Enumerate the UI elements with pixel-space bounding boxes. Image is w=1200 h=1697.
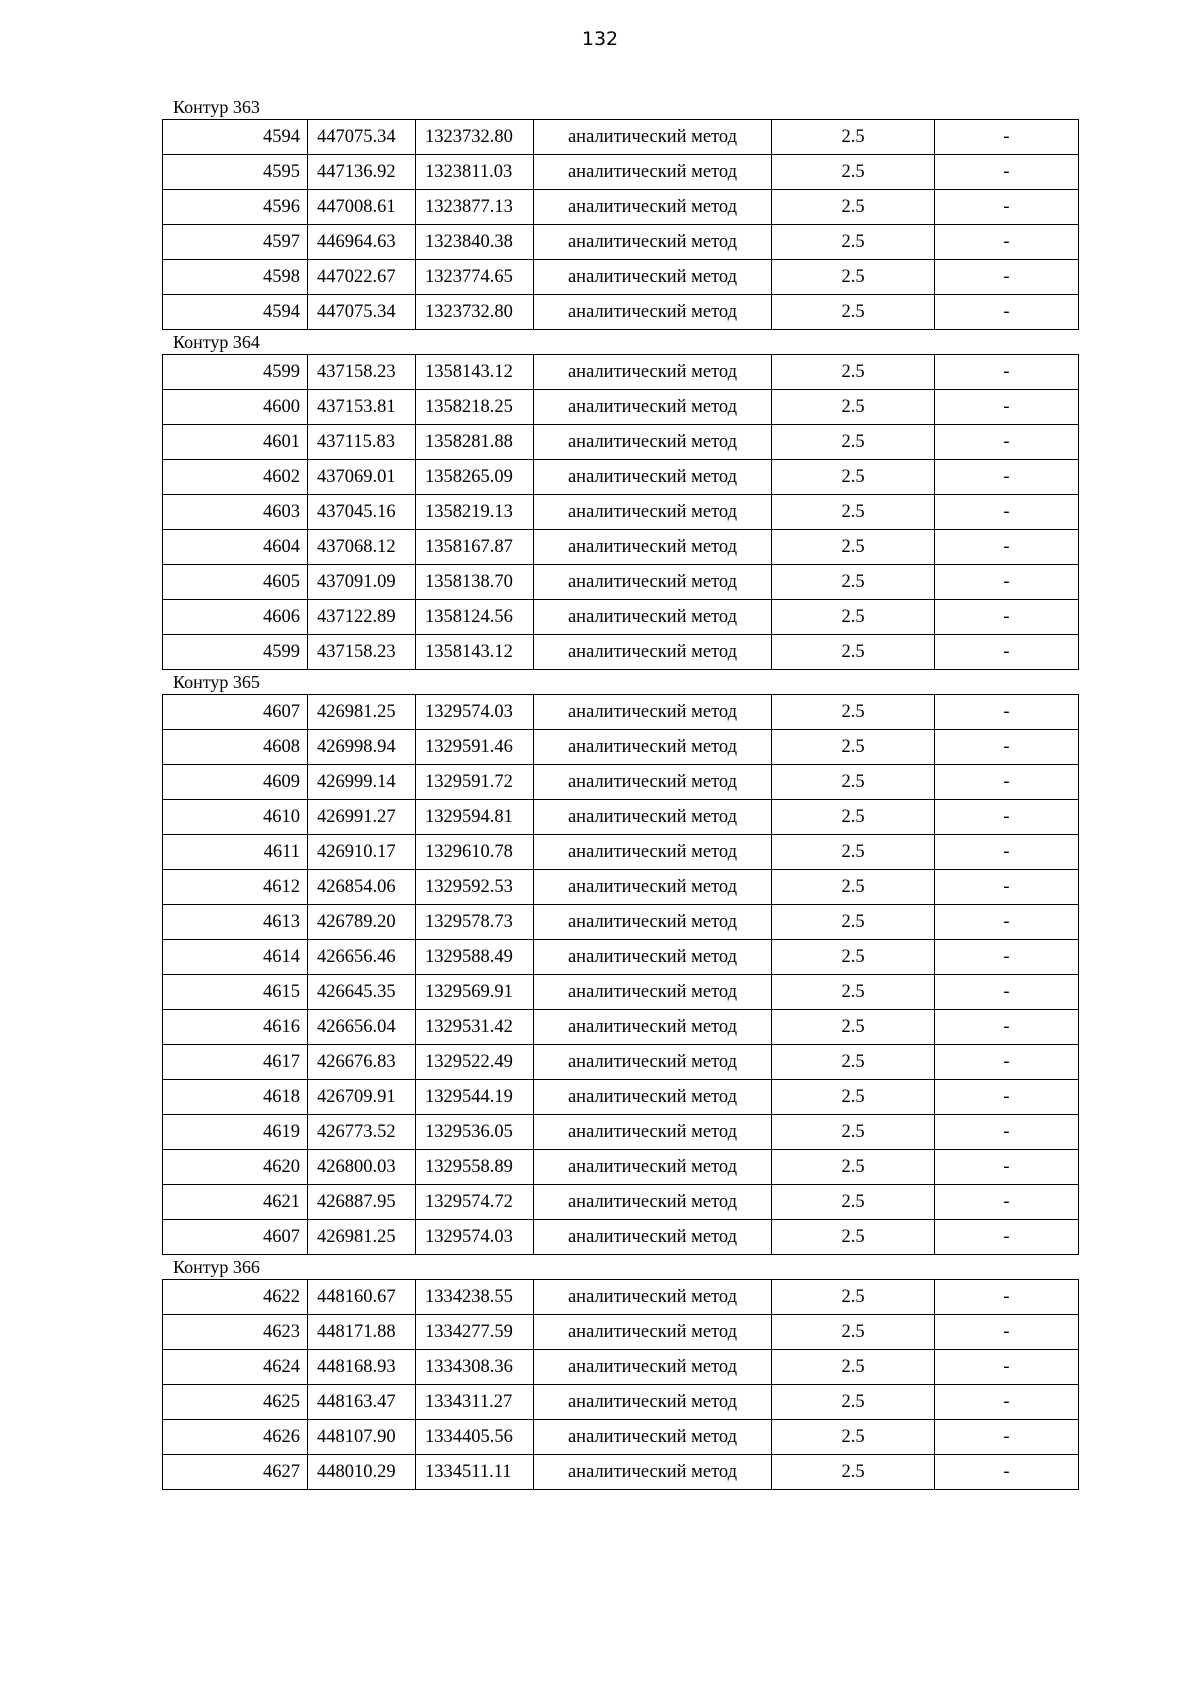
y-coordinate-cell: 1334238.55 xyxy=(416,1280,534,1315)
dash-cell: - xyxy=(935,600,1079,635)
table-row xyxy=(163,1455,1079,1490)
point-number-cell: 4622 xyxy=(163,1280,308,1315)
table-row xyxy=(163,425,1079,460)
point-number-cell: 4608 xyxy=(163,730,308,765)
method-cell: аналитический метод xyxy=(534,1220,772,1255)
dash-cell: - xyxy=(935,940,1079,975)
table-row xyxy=(163,355,1079,390)
dash-cell: - xyxy=(935,425,1079,460)
method-cell: аналитический метод xyxy=(534,1115,772,1150)
table-row xyxy=(163,565,1079,600)
y-coordinate-cell: 1358281.88 xyxy=(416,425,534,460)
table-row xyxy=(163,1220,1079,1255)
point-number-cell: 4617 xyxy=(163,1045,308,1080)
y-coordinate-cell: 1334405.56 xyxy=(416,1420,534,1455)
dash-cell: - xyxy=(935,1115,1079,1150)
method-cell: аналитический метод xyxy=(534,1385,772,1420)
x-coordinate-cell: 437091.09 xyxy=(308,565,416,600)
method-cell: аналитический метод xyxy=(534,695,772,730)
point-number-cell: 4612 xyxy=(163,870,308,905)
dash-cell: - xyxy=(935,390,1079,425)
x-coordinate-cell: 437068.12 xyxy=(308,530,416,565)
x-coordinate-cell: 426656.46 xyxy=(308,940,416,975)
dash-cell: - xyxy=(935,1385,1079,1420)
dash-cell: - xyxy=(935,1045,1079,1080)
dash-cell: - xyxy=(935,1350,1079,1385)
table-row xyxy=(163,1280,1079,1315)
table-row xyxy=(163,1010,1079,1045)
method-cell: аналитический метод xyxy=(534,355,772,390)
contour-section xyxy=(162,330,1078,670)
y-coordinate-cell: 1323774.65 xyxy=(416,260,534,295)
method-cell: аналитический метод xyxy=(534,155,772,190)
x-coordinate-cell: 426999.14 xyxy=(308,765,416,800)
x-coordinate-cell: 437158.23 xyxy=(308,635,416,670)
point-number-cell: 4594 xyxy=(163,295,308,330)
y-coordinate-cell: 1358167.87 xyxy=(416,530,534,565)
dash-cell: - xyxy=(935,635,1079,670)
y-coordinate-cell: 1358219.13 xyxy=(416,495,534,530)
table-row xyxy=(163,1420,1079,1455)
dash-cell: - xyxy=(935,870,1079,905)
x-coordinate-cell: 437122.89 xyxy=(308,600,416,635)
y-coordinate-cell: 1323877.13 xyxy=(416,190,534,225)
y-coordinate-cell: 1329531.42 xyxy=(416,1010,534,1045)
method-cell: аналитический метод xyxy=(534,600,772,635)
point-number-cell: 4620 xyxy=(163,1150,308,1185)
table-row xyxy=(163,155,1079,190)
method-cell: аналитический метод xyxy=(534,120,772,155)
accuracy-cell: 2.5 xyxy=(772,225,935,260)
dash-cell: - xyxy=(935,225,1079,260)
point-number-cell: 4600 xyxy=(163,390,308,425)
y-coordinate-cell: 1329574.03 xyxy=(416,695,534,730)
coordinates-table xyxy=(162,1279,1079,1490)
table-row xyxy=(163,120,1079,155)
point-number-cell: 4597 xyxy=(163,225,308,260)
contour-section xyxy=(162,670,1078,1255)
method-cell: аналитический метод xyxy=(534,940,772,975)
table-row xyxy=(163,1385,1079,1420)
x-coordinate-cell: 426800.03 xyxy=(308,1150,416,1185)
point-number-cell: 4604 xyxy=(163,530,308,565)
table-row xyxy=(163,530,1079,565)
accuracy-cell: 2.5 xyxy=(772,1115,935,1150)
y-coordinate-cell: 1358138.70 xyxy=(416,565,534,600)
y-coordinate-cell: 1329591.46 xyxy=(416,730,534,765)
dash-cell: - xyxy=(935,1420,1079,1455)
point-number-cell: 4613 xyxy=(163,905,308,940)
accuracy-cell: 2.5 xyxy=(772,1150,935,1185)
contour-label: Контур 364 xyxy=(173,332,260,352)
accuracy-cell: 2.5 xyxy=(772,800,935,835)
method-cell: аналитический метод xyxy=(534,835,772,870)
dash-cell: - xyxy=(935,1220,1079,1255)
y-coordinate-cell: 1329544.19 xyxy=(416,1080,534,1115)
table-row xyxy=(163,600,1079,635)
accuracy-cell: 2.5 xyxy=(772,835,935,870)
dash-cell: - xyxy=(935,1455,1079,1490)
y-coordinate-cell: 1358143.12 xyxy=(416,635,534,670)
x-coordinate-cell: 448010.29 xyxy=(308,1455,416,1490)
x-coordinate-cell: 447008.61 xyxy=(308,190,416,225)
accuracy-cell: 2.5 xyxy=(772,260,935,295)
accuracy-cell: 2.5 xyxy=(772,765,935,800)
contour-label: Контур 363 xyxy=(173,97,260,117)
x-coordinate-cell: 426854.06 xyxy=(308,870,416,905)
accuracy-cell: 2.5 xyxy=(772,870,935,905)
table-row xyxy=(163,390,1079,425)
x-coordinate-cell: 447022.67 xyxy=(308,260,416,295)
x-coordinate-cell: 447136.92 xyxy=(308,155,416,190)
contour-section xyxy=(162,95,1078,330)
point-number-cell: 4601 xyxy=(163,425,308,460)
dash-cell: - xyxy=(935,155,1079,190)
x-coordinate-cell: 448171.88 xyxy=(308,1315,416,1350)
table-row xyxy=(163,695,1079,730)
y-coordinate-cell: 1334311.27 xyxy=(416,1385,534,1420)
table-row xyxy=(163,1350,1079,1385)
accuracy-cell: 2.5 xyxy=(772,1350,935,1385)
dash-cell: - xyxy=(935,730,1079,765)
method-cell: аналитический метод xyxy=(534,530,772,565)
accuracy-cell: 2.5 xyxy=(772,120,935,155)
x-coordinate-cell: 426981.25 xyxy=(308,1220,416,1255)
y-coordinate-cell: 1329591.72 xyxy=(416,765,534,800)
point-number-cell: 4602 xyxy=(163,460,308,495)
accuracy-cell: 2.5 xyxy=(772,1185,935,1220)
y-coordinate-cell: 1329610.78 xyxy=(416,835,534,870)
y-coordinate-cell: 1323840.38 xyxy=(416,225,534,260)
page-number: 132 xyxy=(581,28,619,50)
method-cell: аналитический метод xyxy=(534,460,772,495)
point-number-cell: 4619 xyxy=(163,1115,308,1150)
method-cell: аналитический метод xyxy=(534,1080,772,1115)
accuracy-cell: 2.5 xyxy=(772,425,935,460)
accuracy-cell: 2.5 xyxy=(772,1010,935,1045)
x-coordinate-cell: 448163.47 xyxy=(308,1385,416,1420)
point-number-cell: 4598 xyxy=(163,260,308,295)
y-coordinate-cell: 1358218.25 xyxy=(416,390,534,425)
point-number-cell: 4611 xyxy=(163,835,308,870)
accuracy-cell: 2.5 xyxy=(772,190,935,225)
dash-cell: - xyxy=(935,800,1079,835)
coordinates-table xyxy=(162,694,1079,1255)
dash-cell: - xyxy=(935,1280,1079,1315)
y-coordinate-cell: 1329574.72 xyxy=(416,1185,534,1220)
table-row xyxy=(163,835,1079,870)
table-row xyxy=(163,800,1079,835)
table-row xyxy=(163,635,1079,670)
y-coordinate-cell: 1334511.11 xyxy=(416,1455,534,1490)
accuracy-cell: 2.5 xyxy=(772,1385,935,1420)
point-number-cell: 4618 xyxy=(163,1080,308,1115)
dash-cell: - xyxy=(935,765,1079,800)
x-coordinate-cell: 426773.52 xyxy=(308,1115,416,1150)
accuracy-cell: 2.5 xyxy=(772,1280,935,1315)
y-coordinate-cell: 1323732.80 xyxy=(416,295,534,330)
x-coordinate-cell: 426709.91 xyxy=(308,1080,416,1115)
y-coordinate-cell: 1329588.49 xyxy=(416,940,534,975)
y-coordinate-cell: 1323732.80 xyxy=(416,120,534,155)
contour-section xyxy=(162,1255,1078,1490)
method-cell: аналитический метод xyxy=(534,390,772,425)
method-cell: аналитический метод xyxy=(534,1420,772,1455)
table-row xyxy=(163,940,1079,975)
x-coordinate-cell: 426645.35 xyxy=(308,975,416,1010)
method-cell: аналитический метод xyxy=(534,1185,772,1220)
method-cell: аналитический метод xyxy=(534,1280,772,1315)
dash-cell: - xyxy=(935,495,1079,530)
dash-cell: - xyxy=(935,1010,1079,1045)
x-coordinate-cell: 437158.23 xyxy=(308,355,416,390)
dash-cell: - xyxy=(935,260,1079,295)
y-coordinate-cell: 1334308.36 xyxy=(416,1350,534,1385)
point-number-cell: 4603 xyxy=(163,495,308,530)
accuracy-cell: 2.5 xyxy=(772,1315,935,1350)
method-cell: аналитический метод xyxy=(534,800,772,835)
accuracy-cell: 2.5 xyxy=(772,1455,935,1490)
accuracy-cell: 2.5 xyxy=(772,355,935,390)
x-coordinate-cell: 426910.17 xyxy=(308,835,416,870)
dash-cell: - xyxy=(935,1315,1079,1350)
table-row xyxy=(163,1115,1079,1150)
y-coordinate-cell: 1329578.73 xyxy=(416,905,534,940)
y-coordinate-cell: 1358124.56 xyxy=(416,600,534,635)
point-number-cell: 4623 xyxy=(163,1315,308,1350)
accuracy-cell: 2.5 xyxy=(772,730,935,765)
point-number-cell: 4615 xyxy=(163,975,308,1010)
dash-cell: - xyxy=(935,975,1079,1010)
accuracy-cell: 2.5 xyxy=(772,940,935,975)
coordinates-document xyxy=(162,95,1078,1490)
accuracy-cell: 2.5 xyxy=(772,495,935,530)
contour-label: Контур 365 xyxy=(173,672,260,692)
dash-cell: - xyxy=(935,295,1079,330)
point-number-cell: 4599 xyxy=(163,635,308,670)
table-row xyxy=(163,870,1079,905)
dash-cell: - xyxy=(935,905,1079,940)
y-coordinate-cell: 1329536.05 xyxy=(416,1115,534,1150)
table-row xyxy=(163,765,1079,800)
point-number-cell: 4607 xyxy=(163,695,308,730)
point-number-cell: 4626 xyxy=(163,1420,308,1455)
dash-cell: - xyxy=(935,695,1079,730)
method-cell: аналитический метод xyxy=(534,495,772,530)
accuracy-cell: 2.5 xyxy=(772,635,935,670)
x-coordinate-cell: 437045.16 xyxy=(308,495,416,530)
accuracy-cell: 2.5 xyxy=(772,600,935,635)
x-coordinate-cell: 437069.01 xyxy=(308,460,416,495)
method-cell: аналитический метод xyxy=(534,1455,772,1490)
dash-cell: - xyxy=(935,1150,1079,1185)
accuracy-cell: 2.5 xyxy=(772,1045,935,1080)
method-cell: аналитический метод xyxy=(534,260,772,295)
method-cell: аналитический метод xyxy=(534,565,772,600)
y-coordinate-cell: 1329522.49 xyxy=(416,1045,534,1080)
dash-cell: - xyxy=(935,565,1079,600)
dash-cell: - xyxy=(935,530,1079,565)
x-coordinate-cell: 426887.95 xyxy=(308,1185,416,1220)
method-cell: аналитический метод xyxy=(534,225,772,260)
point-number-cell: 4609 xyxy=(163,765,308,800)
method-cell: аналитический метод xyxy=(534,1010,772,1045)
table-row xyxy=(163,460,1079,495)
y-coordinate-cell: 1358143.12 xyxy=(416,355,534,390)
y-coordinate-cell: 1329558.89 xyxy=(416,1150,534,1185)
dash-cell: - xyxy=(935,835,1079,870)
point-number-cell: 4594 xyxy=(163,120,308,155)
table-row xyxy=(163,190,1079,225)
accuracy-cell: 2.5 xyxy=(772,155,935,190)
dash-cell: - xyxy=(935,120,1079,155)
dash-cell: - xyxy=(935,355,1079,390)
method-cell: аналитический метод xyxy=(534,1045,772,1080)
method-cell: аналитический метод xyxy=(534,635,772,670)
method-cell: аналитический метод xyxy=(534,1315,772,1350)
accuracy-cell: 2.5 xyxy=(772,460,935,495)
accuracy-cell: 2.5 xyxy=(772,1220,935,1255)
x-coordinate-cell: 426789.20 xyxy=(308,905,416,940)
dash-cell: - xyxy=(935,460,1079,495)
point-number-cell: 4624 xyxy=(163,1350,308,1385)
x-coordinate-cell: 448160.67 xyxy=(308,1280,416,1315)
table-row xyxy=(163,1315,1079,1350)
method-cell: аналитический метод xyxy=(534,765,772,800)
method-cell: аналитический метод xyxy=(534,975,772,1010)
dash-cell: - xyxy=(935,1080,1079,1115)
point-number-cell: 4607 xyxy=(163,1220,308,1255)
method-cell: аналитический метод xyxy=(534,190,772,225)
y-coordinate-cell: 1329592.53 xyxy=(416,870,534,905)
x-coordinate-cell: 426981.25 xyxy=(308,695,416,730)
x-coordinate-cell: 426991.27 xyxy=(308,800,416,835)
coordinates-table xyxy=(162,354,1079,670)
point-number-cell: 4610 xyxy=(163,800,308,835)
table-row xyxy=(163,1080,1079,1115)
accuracy-cell: 2.5 xyxy=(772,905,935,940)
table-row xyxy=(163,495,1079,530)
point-number-cell: 4605 xyxy=(163,565,308,600)
point-number-cell: 4614 xyxy=(163,940,308,975)
y-coordinate-cell: 1358265.09 xyxy=(416,460,534,495)
table-row xyxy=(163,295,1079,330)
table-row xyxy=(163,905,1079,940)
accuracy-cell: 2.5 xyxy=(772,695,935,730)
dash-cell: - xyxy=(935,1185,1079,1220)
point-number-cell: 4606 xyxy=(163,600,308,635)
table-row xyxy=(163,1185,1079,1220)
table-row xyxy=(163,975,1079,1010)
y-coordinate-cell: 1329569.91 xyxy=(416,975,534,1010)
x-coordinate-cell: 426656.04 xyxy=(308,1010,416,1045)
y-coordinate-cell: 1329594.81 xyxy=(416,800,534,835)
point-number-cell: 4599 xyxy=(163,355,308,390)
accuracy-cell: 2.5 xyxy=(772,1080,935,1115)
method-cell: аналитический метод xyxy=(534,295,772,330)
x-coordinate-cell: 448107.90 xyxy=(308,1420,416,1455)
accuracy-cell: 2.5 xyxy=(772,390,935,425)
coordinates-table xyxy=(162,119,1079,330)
x-coordinate-cell: 447075.34 xyxy=(308,295,416,330)
method-cell: аналитический метод xyxy=(534,1150,772,1185)
accuracy-cell: 2.5 xyxy=(772,530,935,565)
x-coordinate-cell: 437153.81 xyxy=(308,390,416,425)
contour-label: Контур 366 xyxy=(173,1257,260,1277)
x-coordinate-cell: 446964.63 xyxy=(308,225,416,260)
dash-cell: - xyxy=(935,190,1079,225)
point-number-cell: 4621 xyxy=(163,1185,308,1220)
method-cell: аналитический метод xyxy=(534,425,772,460)
y-coordinate-cell: 1334277.59 xyxy=(416,1315,534,1350)
point-number-cell: 4627 xyxy=(163,1455,308,1490)
method-cell: аналитический метод xyxy=(534,905,772,940)
table-row xyxy=(163,260,1079,295)
x-coordinate-cell: 437115.83 xyxy=(308,425,416,460)
x-coordinate-cell: 426998.94 xyxy=(308,730,416,765)
method-cell: аналитический метод xyxy=(534,1350,772,1385)
point-number-cell: 4625 xyxy=(163,1385,308,1420)
method-cell: аналитический метод xyxy=(534,870,772,905)
accuracy-cell: 2.5 xyxy=(772,975,935,1010)
table-row xyxy=(163,1045,1079,1080)
point-number-cell: 4595 xyxy=(163,155,308,190)
accuracy-cell: 2.5 xyxy=(772,1420,935,1455)
y-coordinate-cell: 1329574.03 xyxy=(416,1220,534,1255)
method-cell: аналитический метод xyxy=(534,730,772,765)
table-row xyxy=(163,730,1079,765)
x-coordinate-cell: 426676.83 xyxy=(308,1045,416,1080)
x-coordinate-cell: 447075.34 xyxy=(308,120,416,155)
point-number-cell: 4616 xyxy=(163,1010,308,1045)
table-row xyxy=(163,225,1079,260)
point-number-cell: 4596 xyxy=(163,190,308,225)
accuracy-cell: 2.5 xyxy=(772,565,935,600)
table-row xyxy=(163,1150,1079,1185)
accuracy-cell: 2.5 xyxy=(772,295,935,330)
y-coordinate-cell: 1323811.03 xyxy=(416,155,534,190)
x-coordinate-cell: 448168.93 xyxy=(308,1350,416,1385)
